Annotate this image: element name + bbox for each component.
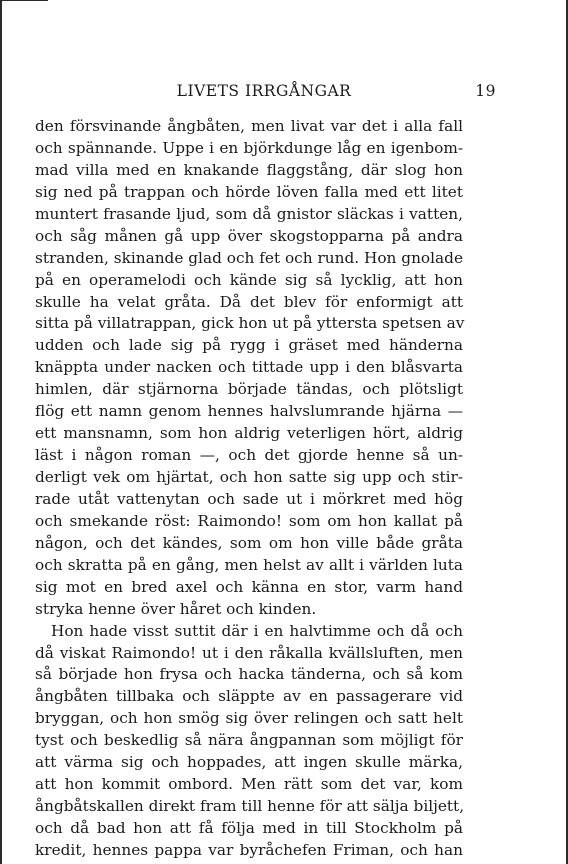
- text-line: knäppta under nacken och tittade upp i den blåsvarta: [35, 358, 463, 377]
- text-line: rade utåt vattenytan och sade ut i mörkret med hög: [35, 489, 463, 508]
- scan-border-top: [0, 0, 48, 1]
- text-line: läst i någon roman —, och det gjorde henne så un-: [35, 446, 463, 465]
- text-line: och spännande. Uppe i en björkdunge låg en igenbom-: [35, 138, 463, 157]
- text-line: skulle ha velat gråta. Då det blev för enformigt att: [35, 292, 463, 311]
- text-line: då viskat Raimondo! ut i den råkalla kvällsluften, men: [35, 643, 463, 662]
- text-line: tyst och beskedlig så nära ångpannan som möjligt för: [35, 731, 463, 750]
- text-line: och då bad hon att få följa med in till Stockholm på: [35, 819, 463, 837]
- text-line: och såg månen gå upp över skogstopparna på andra: [35, 226, 463, 245]
- running-title: LIVETS IRRGÅNGAR: [176, 82, 352, 100]
- text-line: ett mansnamn, som hon aldrig veterligen hört, aldrig: [35, 424, 463, 443]
- text-line: kredit, hennes pappa var byråchefen Friman, och han: [35, 840, 463, 859]
- paragraph-first-line: Hon hade visst suttit där i en halvtimme och då och: [51, 621, 463, 640]
- text-line: att hon kommit ombord. Men rätt som det var, kom: [35, 775, 463, 794]
- text-line: sitta på villatrappan, gick hon ut på yttersta spetsen av: [35, 314, 465, 333]
- text-line: ångbåten tillbaka och släppte av en passagerare vid: [35, 687, 463, 706]
- page-header: [40, 82, 496, 104]
- paragraph-last-line: stryka henne över håret och kinden.: [35, 599, 317, 618]
- page-number: 19: [475, 82, 496, 100]
- text-line: att värma sig och hoppades, att ingen skulle märka,: [35, 753, 463, 772]
- text-line: sig mot en bred axel och känna en stor, varm hand: [35, 577, 463, 596]
- text-line: den försvinande ångbåten, men livat var det i alla fall: [35, 117, 463, 135]
- text-line: mad villa med en knakande flaggstång, där slog hon: [35, 160, 463, 179]
- text-line: så började hon frysa och hacka tänderna, och så kom: [35, 665, 463, 684]
- text-line: bryggan, och hon smög sig över relingen och satt helt: [35, 709, 463, 728]
- scan-border-left: [0, 0, 2, 864]
- text-line: och smekande röst: Raimondo! som om hon kallat på: [35, 511, 463, 530]
- text-line: på en operamelodi och kände sig så lycklig, att hon: [35, 270, 463, 289]
- text-line: ångbåtskallen direkt fram till henne för att sälja biljett,: [35, 797, 465, 816]
- text-line: udden och lade sig på rygg i gräset med händerna: [35, 336, 463, 355]
- text-line: muntert frasande ljud, som då gnistor släckas i vatten,: [35, 204, 463, 223]
- text-line: någon, och det kändes, som om hon ville både gråta: [35, 533, 463, 552]
- text-line: sig ned på trappan och hörde löven falla med ett litet: [35, 182, 463, 201]
- text-line: flög ett namn genom hennes halvslumrande hjärna —: [35, 402, 463, 421]
- text-line: och skratta på en gång, men helst av allt i världen luta: [35, 555, 463, 574]
- body-text: [35, 116, 463, 862]
- text-line: stranden, skinande glad och fet och rund. Hon gnolade: [35, 248, 463, 267]
- text-line: himlen, där stjärnorna började tändas, och plötsligt: [35, 380, 463, 399]
- text-line: derligt vek om hjärtat, och hon satte sig upp och stir-: [35, 468, 463, 486]
